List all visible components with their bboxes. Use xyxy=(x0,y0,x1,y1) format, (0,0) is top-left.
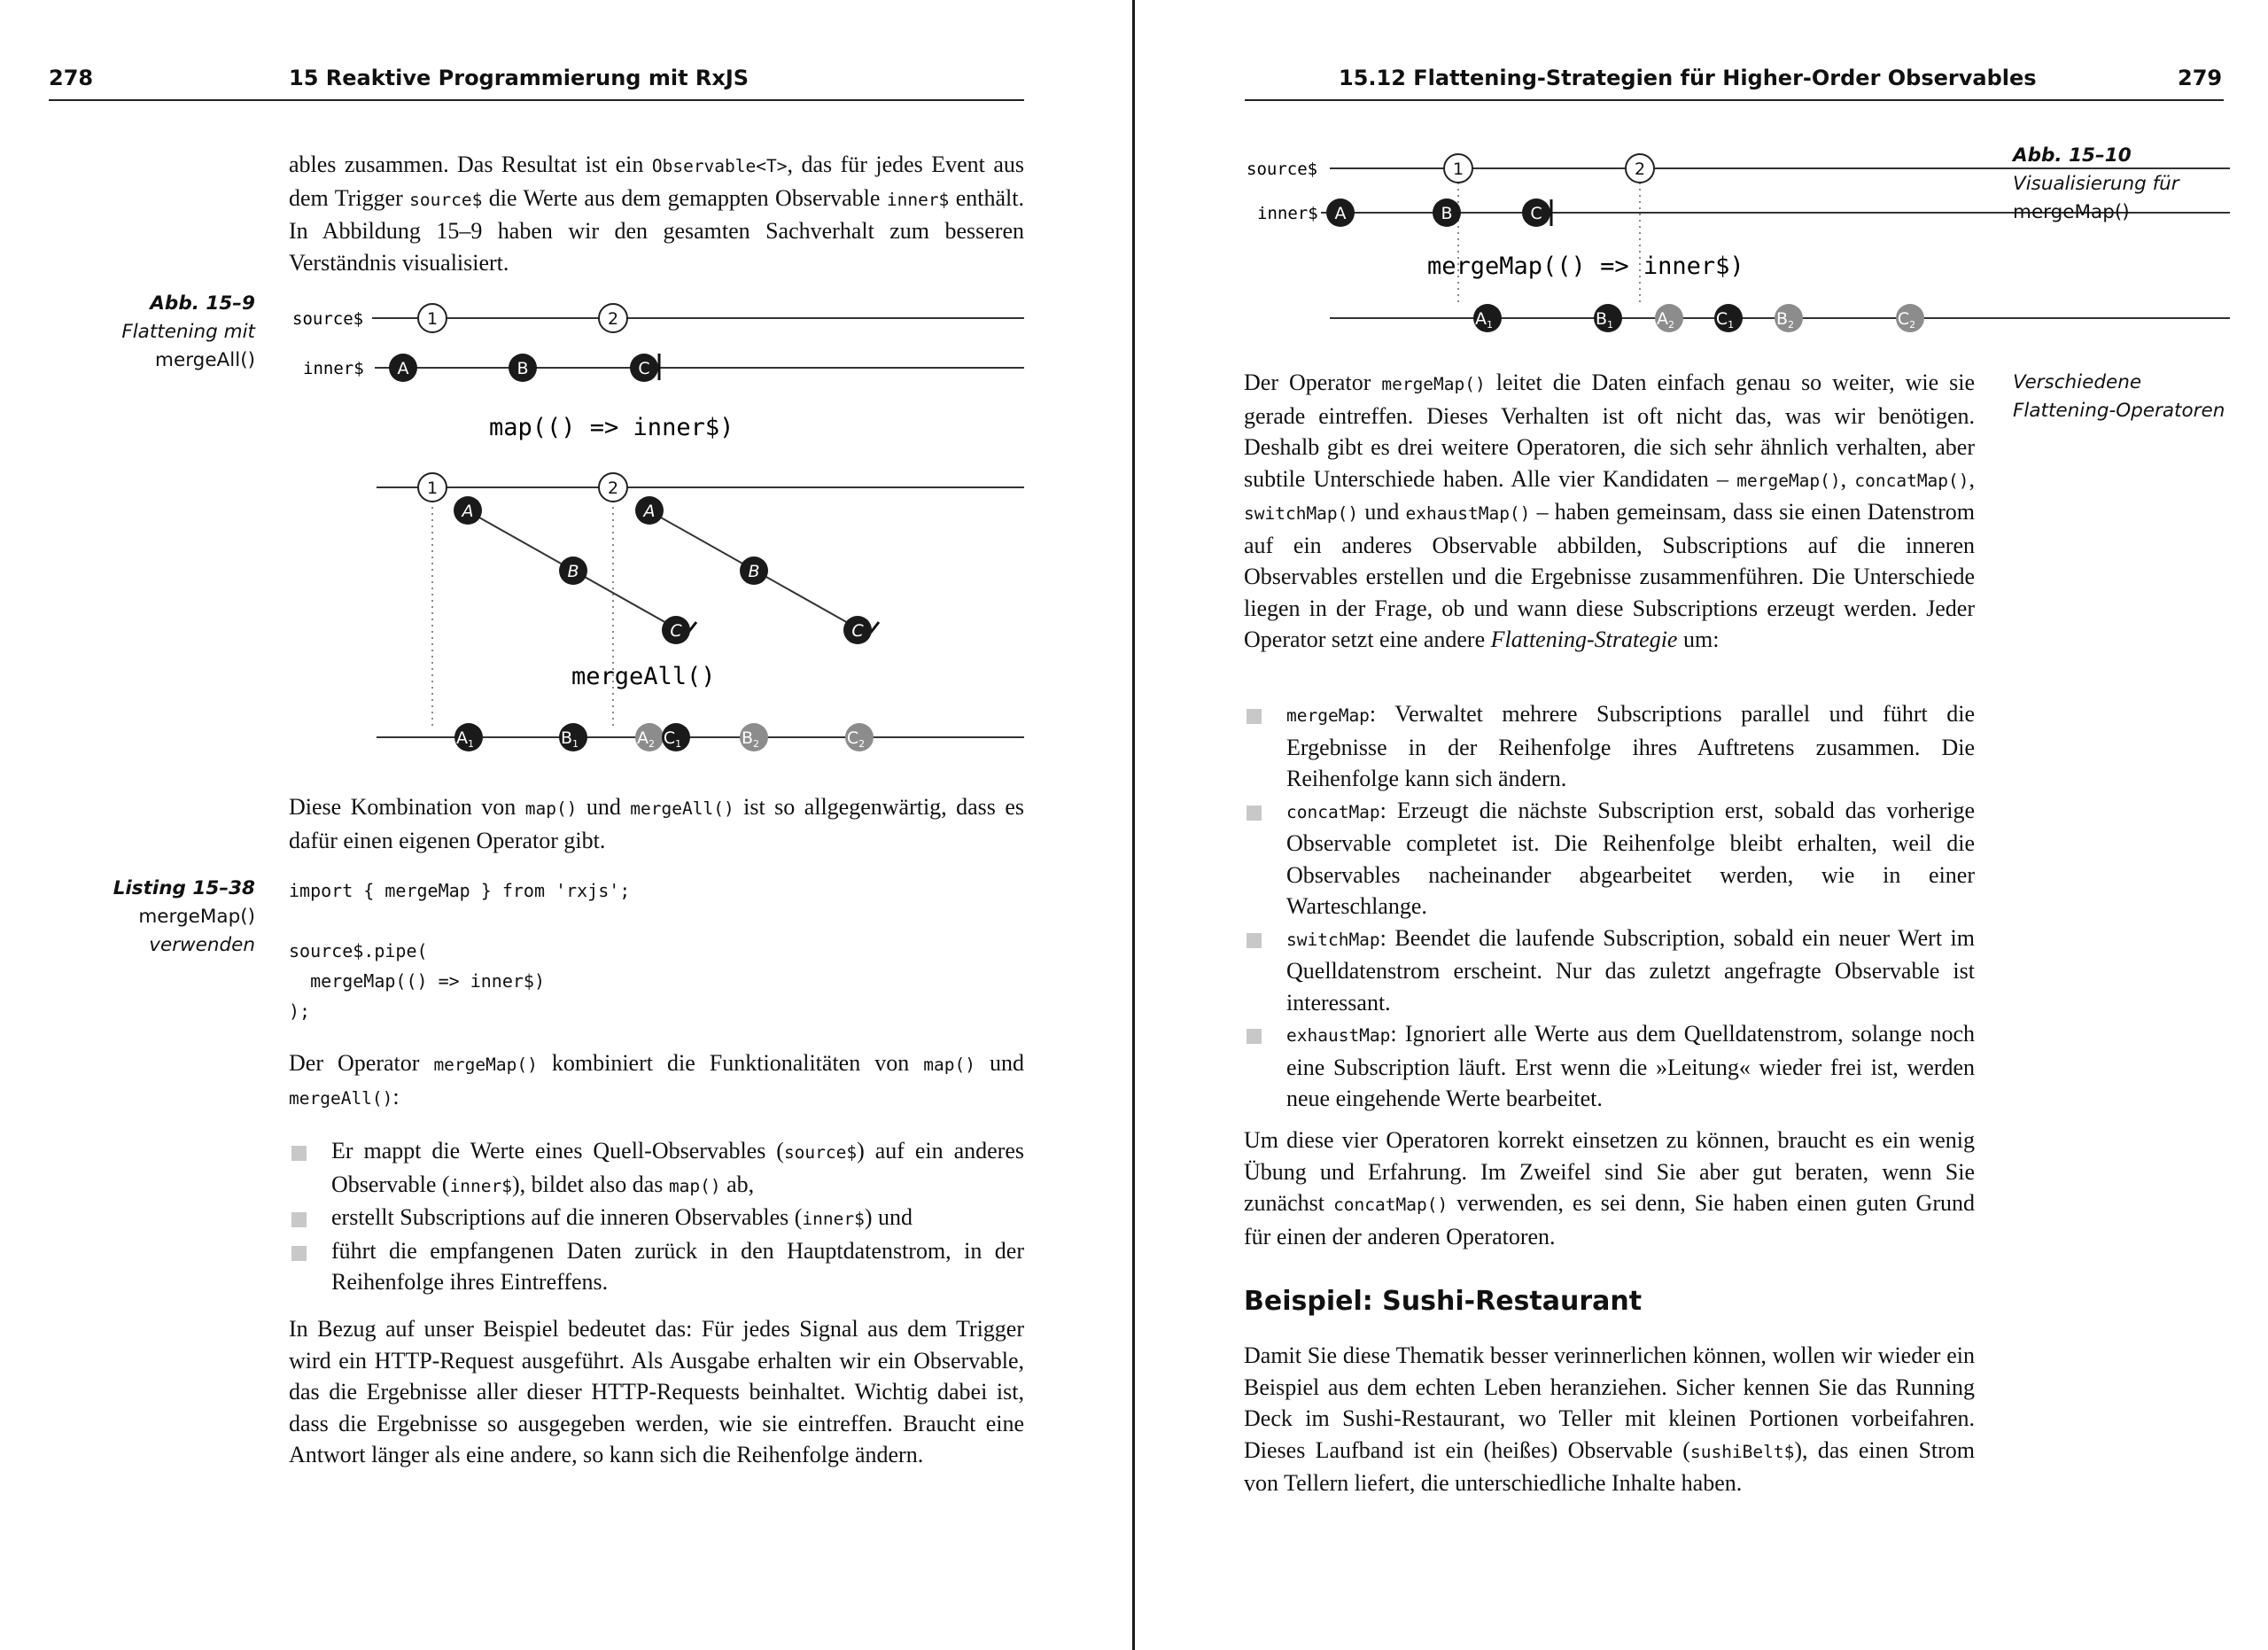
caption-line: Flattening mit xyxy=(121,321,255,343)
output-marble xyxy=(635,723,664,751)
marble-diagram-mergeall xyxy=(284,297,1037,758)
svg-text:2: 2 xyxy=(1634,160,1646,179)
text-run: um: xyxy=(1677,627,1720,652)
paragraph xyxy=(289,1313,1024,1471)
section-heading: Beispiel: Sushi-Restaurant xyxy=(1244,1286,1643,1317)
inner-marble-b xyxy=(1433,198,1461,227)
inline-code: exhaustMap() xyxy=(1405,503,1531,524)
caption-line: mergeMap() xyxy=(2013,201,2130,223)
text-run: Damit Sie diese Thematik besser verinnerlichen können, wollen wir wieder ein Beispiel aus dem echten Leben heranziehen. Sicher kennen Sie das Running Deck im Sushi-Restaurant, wo Teller mit kleinen Portionen vorbeifahren. Dieses Laufband ist ein (heißes) Observable ( xyxy=(1244,1343,1975,1463)
text-run: : Ignoriert alle Werte aus dem Quelldatenstrom, solange noch eine Subscription läuft. Erst wenn die »Leitung« wieder frei ist, werden neue eingehende Werte bearbeitet. xyxy=(1286,1021,1975,1111)
source-marble-1 xyxy=(418,473,447,502)
inline-code: concatMap() xyxy=(1854,470,1969,491)
paragraph xyxy=(1244,1340,1975,1499)
list-item xyxy=(289,1202,1024,1235)
text-run: : Verwaltet mehrere Subscriptions parallel und führt die Ergebnisse in der Reihenfolge ihres Auftretens zusammen. Die Reihenfolge kann sich ändern. xyxy=(1286,701,1975,791)
inline-code: exhaustMap xyxy=(1286,1025,1391,1046)
inline-code: mergeAll() xyxy=(630,798,734,819)
text-run: leitet die Daten einfach genau so weiter, wie sie gerade eintreffen. Dieses Verhalten ist oft nicht das, was wir benötigen. Deshalb gibt es drei weitere Operatoren, die sich sehr ähnlich verhalten, aber subtile Unterschiede haben. Alle vier Kandidaten – xyxy=(1244,370,1975,492)
left-page xyxy=(0,0,1132,1650)
paragraph xyxy=(289,791,1024,856)
source-marble-1 xyxy=(1444,154,1472,183)
svg-text:B: B xyxy=(1441,204,1453,223)
inline-code: source$ xyxy=(409,189,483,210)
inner-label: inner$ xyxy=(303,359,364,378)
text-run: ist so allgegenwärtig, dass es dafür einen eigenen Operator gibt. xyxy=(289,794,1024,853)
text-run: und xyxy=(577,794,631,820)
svg-text:B: B xyxy=(517,359,529,378)
inner-marble-a xyxy=(454,496,482,525)
inner-marble-a xyxy=(635,496,664,525)
text-run: Um diese vier Operatoren korrekt einsetzen zu können, braucht es ein wenig Übung und Erfahrung. Im Zweifel sind Sie aber gut beraten, wenn Sie zunächst xyxy=(1244,1127,1975,1216)
caption-line: Visualisierung für xyxy=(2013,173,2179,195)
inner-marble-a xyxy=(1326,198,1355,227)
svg-text:1: 1 xyxy=(1452,160,1464,179)
inline-code: mergeAll() xyxy=(289,1087,393,1109)
svg-text:B: B xyxy=(567,562,579,581)
output-marble xyxy=(740,723,768,751)
inline-code: concatMap xyxy=(1286,801,1380,822)
text-run: , xyxy=(1840,465,1855,492)
text-run: Flattening-Strategie xyxy=(1490,627,1678,652)
listing-caption xyxy=(53,875,255,960)
svg-text:A: A xyxy=(462,502,474,521)
paragraph xyxy=(1244,367,1975,656)
text-run: führt die empfangenen Daten zurück in den Hauptdatenstrom, in der Reihenfolge ihres Eintreffens. xyxy=(331,1237,1024,1295)
inline-code: map() xyxy=(923,1055,975,1075)
operator-label-mergemap: mergeMap(() => inner$) xyxy=(1427,253,1744,280)
running-head: 15.12 Flattening-Strategien für Higher-Order Observables xyxy=(1339,66,2037,90)
svg-text:B1: $B_1$ xyxy=(560,728,579,750)
inner-marble-b xyxy=(559,556,587,585)
figure-number: Abb. 15–10 xyxy=(2013,144,2132,167)
list-item xyxy=(289,1135,1024,1202)
list-item xyxy=(1244,698,1975,795)
text-run: – haben gemeinsam, dass sie einen Datenstrom auf ein anderes Observable abbilden, Subscriptions auf die inneren Observables erstellen und die Ergebnisse zusammenführen. Die Unterschiede liegen in der Frage, ob und wann diese Subscriptions erzeugt werden. Jeder Operator setzt eine andere xyxy=(1244,499,1976,652)
list-item xyxy=(289,1235,1024,1298)
text-run: und xyxy=(1358,499,1406,525)
text-run: erstellt Subscriptions auf die inneren Observables ( xyxy=(331,1204,803,1230)
output-marble xyxy=(1714,304,1743,332)
inline-code: map() xyxy=(668,1175,721,1196)
page-number: 278 xyxy=(49,66,94,90)
paragraph xyxy=(289,1047,1024,1114)
caption-line: mergeAll() xyxy=(155,349,255,371)
caption-line: mergeMap() xyxy=(138,906,255,928)
text-run: ), das einen Strom von Tellern liefert, die unterschiedliche Inhalte haben. xyxy=(1244,1436,1976,1496)
text-run: , das für jedes Event aus dem Trigger xyxy=(289,152,1024,211)
operator-label-mergeall: mergeAll() xyxy=(571,663,716,690)
output-marble xyxy=(1655,304,1683,332)
svg-text:C: C xyxy=(638,359,650,378)
list-item xyxy=(1244,1018,1975,1115)
inline-code: switchMap xyxy=(1286,929,1380,950)
output-marble xyxy=(559,723,587,751)
text-run: Der Operator xyxy=(1244,370,1382,395)
output-marble xyxy=(845,723,874,751)
inner-marble-c xyxy=(630,354,658,382)
inline-code: mergeMap() xyxy=(1736,470,1841,491)
svg-text:2: 2 xyxy=(607,309,619,329)
figure-caption xyxy=(53,290,255,375)
svg-text:A: A xyxy=(397,359,409,378)
inline-code: sushiBelt$ xyxy=(1689,1441,1795,1462)
svg-text:C1: $C_1$ xyxy=(1715,309,1735,331)
svg-text:A1: $A_1$ xyxy=(456,728,474,750)
inner-marble-c xyxy=(1522,198,1550,227)
text-run: ables zusammen. Das Resultat ist ein xyxy=(289,152,652,177)
right-page xyxy=(1135,0,2268,1650)
inner-marble-b xyxy=(509,354,537,382)
svg-text:C1: $C_1$ xyxy=(663,728,682,750)
output-marble xyxy=(1896,304,1924,332)
inner-marble-a xyxy=(389,354,417,382)
text-run: : xyxy=(392,1083,400,1109)
margin-note xyxy=(2013,369,2261,425)
inner-label: inner$ xyxy=(1257,204,1318,223)
output-marble xyxy=(662,723,690,751)
inner-marble-b xyxy=(740,556,768,585)
margin-note-line: Flattening-Operatoren xyxy=(2013,400,2225,422)
svg-text:A2: $A_2$ xyxy=(1657,309,1674,331)
margin-note-line: Verschiedene xyxy=(2013,371,2142,393)
svg-text:A2: $A_2$ xyxy=(637,728,655,750)
operator-label-map: map(() => inner$) xyxy=(489,414,734,441)
inline-code: inner$ xyxy=(449,1175,513,1196)
output-marble xyxy=(454,723,483,751)
code-listing: import { mergeMap } from 'rxjs'; source$.pipe( mergeMap(() => inner$) ); xyxy=(289,880,631,1022)
svg-text:C2: $C_2$ xyxy=(846,728,866,750)
source-marble-1 xyxy=(418,304,447,332)
source-label: source$ xyxy=(1247,160,1318,179)
svg-text:A: A xyxy=(643,502,656,521)
running-head: 15 Reaktive Programmierung mit RxJS xyxy=(289,66,750,90)
figure-number: Abb. 15–9 xyxy=(150,292,255,315)
svg-text:A: A xyxy=(1334,204,1347,223)
source-marble-2 xyxy=(599,473,627,502)
inline-code: map() xyxy=(524,798,578,819)
inline-code: mergeMap() xyxy=(1381,374,1486,394)
text-run: Er mappt die Werte eines Quell-Observables ( xyxy=(331,1138,784,1164)
text-run: enthält. In Abbildung 15–9 haben wir den gesamten Sachverhalt zum besseren Verständnis visualisiert. xyxy=(289,184,1024,276)
text-run: ), bildet also das xyxy=(512,1171,669,1197)
caption-line: verwenden xyxy=(149,934,255,956)
text-run: ) und xyxy=(864,1204,913,1230)
output-marble xyxy=(1473,304,1502,332)
text-run: : Erzeugt die nächste Subscription erst, sobald das vorherige Observable completet ist. Die Reihenfolge bleibt erhalten, weil die Observables nacheinander abgearbeitet werden, wie in einer Warteschlange. xyxy=(1286,797,1975,919)
svg-text:C: C xyxy=(851,621,864,641)
svg-text:C2: $C_2$ xyxy=(1897,309,1916,331)
text-run: : Beendet die laufende Subscription, sobald ein neuer Wert im Quelldatenstrom erscheint. Nur das zuletzt angefragte Observable ist interessant. xyxy=(1286,924,1975,1016)
list-item xyxy=(1244,795,1975,922)
header-rule xyxy=(1245,99,2224,101)
list-item xyxy=(1244,922,1975,1019)
inline-code: Observable<T> xyxy=(651,156,788,176)
text-run: verwenden, es sei denn, Sie haben einen guten Grund für einen der anderen Operatoren. xyxy=(1244,1190,1975,1249)
inline-code: inner$ xyxy=(886,189,950,210)
source-label: source$ xyxy=(292,309,364,329)
figure-caption xyxy=(2013,142,2261,227)
text-run: , xyxy=(1969,465,1976,492)
inline-code: switchMap() xyxy=(1244,503,1359,524)
svg-text:C: C xyxy=(670,621,682,641)
header-rule xyxy=(49,99,1024,101)
paragraph xyxy=(1244,1125,1975,1252)
svg-text:B2: $B_2$ xyxy=(1775,309,1795,331)
output-marble xyxy=(1594,304,1622,332)
inline-code: inner$ xyxy=(802,1209,865,1229)
bullet-list xyxy=(289,1135,1024,1298)
svg-text:B1: $B_1$ xyxy=(1595,309,1614,331)
text-run: und xyxy=(975,1050,1025,1076)
svg-text:A1: $A_1$ xyxy=(1475,309,1493,331)
text-run: In Bezug auf unser Beispiel bedeutet das: Für jedes Signal aus dem Trigger wird ein HTTP-Request ausgeführt. Als Ausgabe erhalten wir ein Observable, das die Ergebnisse aller dieser HTTP-Requests beinhaltet. Wichtig dabei ist, dass die Ergebnisse so ausgegeben werden, wie sie eintreffen. Braucht eine Antwort länger als eine andere, so kann sich die Reihenfolge ändern. xyxy=(289,1316,1024,1467)
inline-code: mergeMap xyxy=(1286,705,1370,726)
inline-code: source$ xyxy=(783,1142,858,1163)
source-marble-2 xyxy=(599,304,627,332)
text-run: die Werte aus dem gemappten Observable xyxy=(482,184,887,211)
text-run: ) auf ein anderes Observable ( xyxy=(331,1138,1024,1197)
svg-text:1: 1 xyxy=(426,309,439,329)
bullet-list xyxy=(1244,698,1975,1115)
svg-text:1: 1 xyxy=(426,479,439,498)
listing-number: Listing 15–38 xyxy=(113,877,255,899)
text-run: Der Operator xyxy=(289,1050,434,1076)
page-number: 279 xyxy=(2178,66,2223,90)
text-run: Diese Kombination von xyxy=(289,794,525,820)
inline-code: concatMap() xyxy=(1333,1195,1449,1215)
inner-marble-c xyxy=(662,616,690,644)
svg-text:B2: $B_2$ xyxy=(741,728,760,750)
paragraph xyxy=(289,149,1024,278)
text-run: ab, xyxy=(720,1171,755,1197)
source-marble-2 xyxy=(1626,154,1654,183)
svg-text:2: 2 xyxy=(607,479,619,498)
svg-text:C: C xyxy=(1530,204,1542,223)
svg-text:B: B xyxy=(748,562,760,581)
inline-code: mergeMap() xyxy=(433,1055,538,1075)
inner-marble-c xyxy=(843,616,872,644)
text-run: kombiniert die Funktionalitäten von xyxy=(537,1050,924,1076)
output-marble xyxy=(1775,304,1803,332)
